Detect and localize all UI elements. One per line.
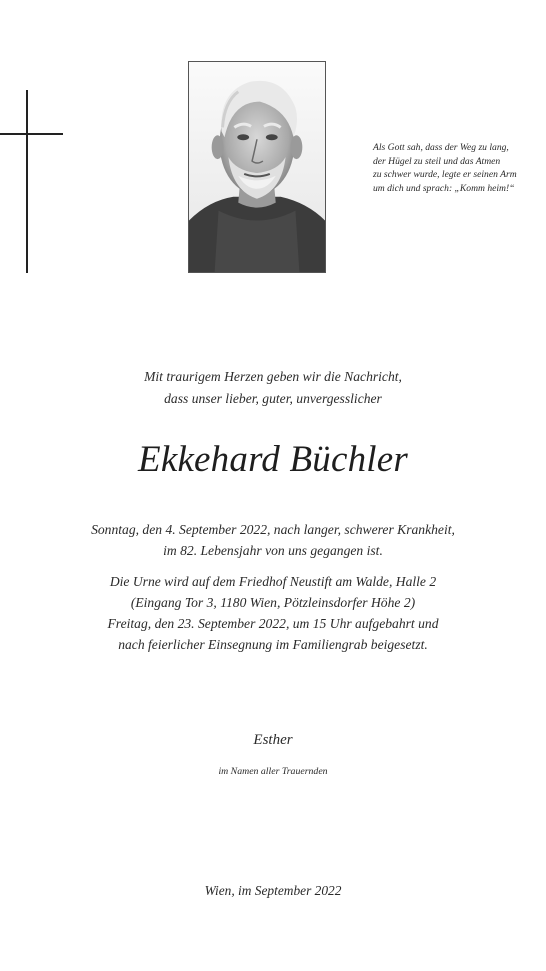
intro-text xyxy=(0,366,546,410)
signer-subtitle: im Namen aller Trauernden xyxy=(218,766,328,777)
intro-line: dass unser lieber, guter, unvergesslicher xyxy=(164,391,382,406)
place-date: Wien, im September 2022 xyxy=(204,883,342,898)
intro-line: Mit traurigem Herzen geben wir die Nachricht, xyxy=(144,369,402,384)
poem xyxy=(373,141,546,195)
funeral-line: nach feierlicher Einsegnung im Familiengrab beigesetzt. xyxy=(118,637,428,652)
portrait-photo xyxy=(188,61,326,273)
cross-vertical-bar xyxy=(26,90,28,273)
funeral-line: (Eingang Tor 3, 1180 Wien, Pötzleinsdorfer Höhe 2) xyxy=(130,595,416,610)
death-notice xyxy=(0,519,546,561)
poem-line: um dich und sprach: „Komm heim!“ xyxy=(373,182,515,194)
deceased-name: Ekkehard Büchler xyxy=(138,439,408,480)
cross-horizontal-bar xyxy=(0,133,63,135)
poem-line: Als Gott sah, dass der Weg zu lang, xyxy=(373,142,509,153)
funeral-line: Die Urne wird auf dem Friedhof Neustift am Walde, Halle 2 xyxy=(109,574,437,589)
signer-name: Esther xyxy=(253,732,293,748)
funeral-details xyxy=(0,571,546,655)
funeral-line: Freitag, den 23. September 2022, um 15 Uhr aufgebahrt und xyxy=(107,616,439,631)
death-notice-line: Sonntag, den 4. September 2022, nach langer, schwerer Krankheit, xyxy=(91,522,455,537)
death-notice-line: im 82. Lebensjahr von uns gegangen ist. xyxy=(163,543,383,558)
poem-line: der Hügel zu steil und das Atmen xyxy=(373,155,501,167)
poem-line: zu schwer wurde, legte er seinen Arm xyxy=(373,169,517,180)
